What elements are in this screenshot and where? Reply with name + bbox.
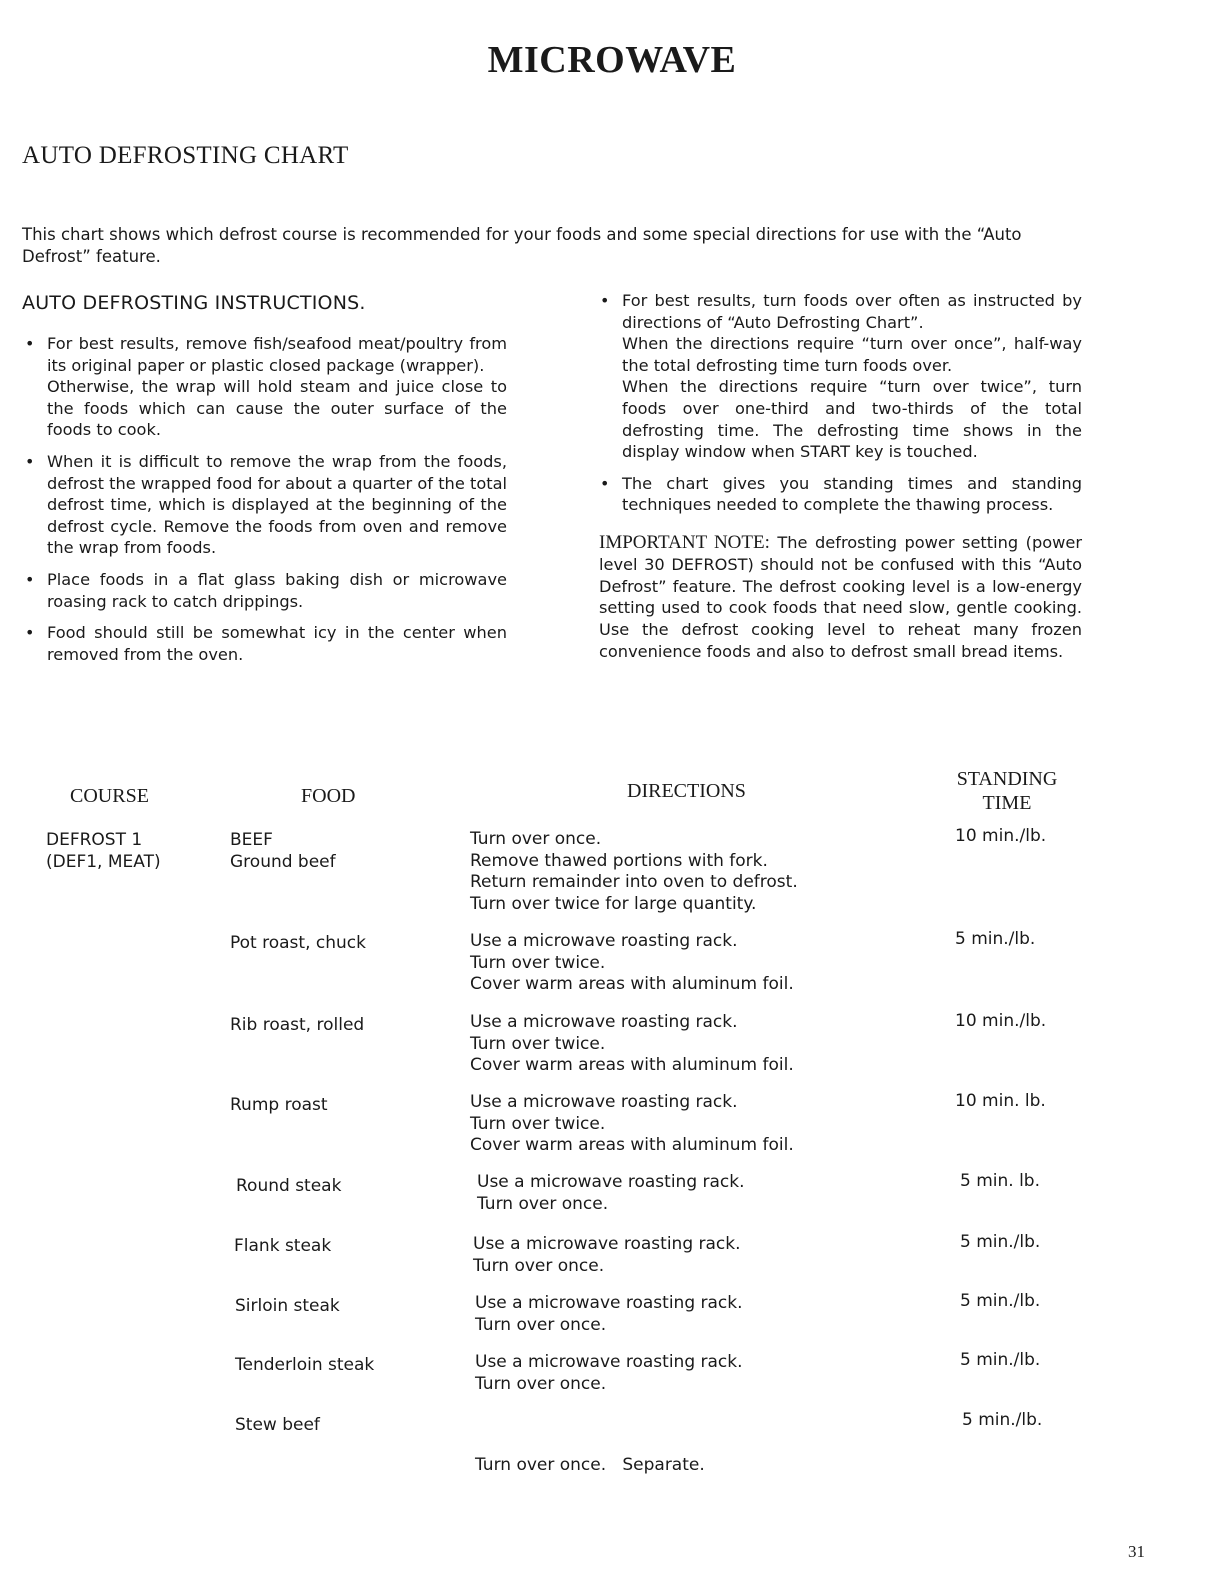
direction-line: Use a microwave roasting rack. bbox=[470, 1012, 738, 1032]
standing-time-cell: 5 min./lb. bbox=[962, 1410, 1043, 1430]
directions-cell bbox=[470, 1092, 910, 1157]
bullet-text-continued: Otherwise, the wrap will hold steam and juice close to the foods which can cause the outer surface of the foods to cook. bbox=[47, 377, 507, 440]
important-note bbox=[599, 532, 1082, 663]
bullet-text-continued: When the directions require “turn over twice”, turn foods over one-third and two-thirds of the total defrosting time. The defrosting time shows in the display window when START key is touched. bbox=[622, 377, 1082, 462]
direction-line: Turn over twice. bbox=[470, 1033, 606, 1054]
list-item bbox=[22, 569, 507, 612]
standing-time-cell: 5 min./lb. bbox=[960, 1350, 1041, 1370]
bullet-icon: • bbox=[600, 291, 610, 310]
food-name: Ground beef bbox=[230, 851, 336, 872]
list-item bbox=[597, 473, 1082, 516]
directions-cell bbox=[475, 1293, 915, 1336]
food-name: Rib roast, rolled bbox=[230, 1015, 365, 1035]
bullet-text: For best results, remove fish/seafood meat/poultry from its original paper or plastic closed package (wrapper). bbox=[47, 334, 507, 375]
page-title: MICROWAVE bbox=[487, 39, 737, 81]
column-header-directions: DIRECTIONS bbox=[627, 780, 746, 802]
directions-cell bbox=[470, 1012, 910, 1077]
bullet-icon: • bbox=[25, 334, 35, 353]
directions-cell bbox=[477, 1172, 917, 1215]
bullet-icon: • bbox=[25, 451, 35, 471]
instructions-heading: AUTO DEFROSTING INSTRUCTIONS. bbox=[22, 292, 366, 314]
standing-time-cell: 5 min./lb. bbox=[960, 1232, 1041, 1252]
food-name: Stew beef bbox=[235, 1415, 320, 1435]
direction-line: Use a microwave roasting rack. bbox=[475, 1293, 743, 1313]
standing-time-cell: 5 min./lb. bbox=[955, 929, 1036, 949]
direction-line: Use a microwave roasting rack. bbox=[470, 931, 738, 951]
course-cell bbox=[46, 830, 161, 873]
direction-line: Use a microwave roasting rack. bbox=[477, 1172, 745, 1192]
direction-line: Turn over once. Separate. bbox=[475, 1455, 705, 1475]
direction-line: Turn over once. bbox=[475, 1373, 607, 1394]
food-name: Pot roast, chuck bbox=[230, 933, 366, 953]
directions-cell bbox=[473, 1234, 913, 1277]
left-bullet-list bbox=[22, 333, 507, 675]
direction-line: Cover warm areas with aluminum foil. bbox=[470, 1135, 794, 1155]
important-note-text: The defrosting power setting (power level 30 DEFROST) should not be confused with this “Auto Defrost” feature. The defrost cooking level is a low-energy setting used to cook foods that need slow, gentle cooking. Use the defrost cooking level to reheat many frozen convenience foods and also to defrost small bread items. bbox=[599, 533, 1083, 661]
food-cell bbox=[230, 830, 336, 873]
important-note-label: IMPORTANT NOTE: bbox=[599, 532, 770, 553]
bullet-text: The chart gives you standing times and standing techniques needed to complete the thawing process. bbox=[622, 473, 1082, 515]
direction-line: Return remainder into oven to defrost. bbox=[470, 872, 798, 892]
direction-line: Turn over once. bbox=[475, 1314, 607, 1335]
intro-paragraph: This chart shows which defrost course is recommended for your foods and some special directions for use with the “Auto Defrost” feature. bbox=[22, 225, 1022, 266]
standing-time-cell: 10 min. lb. bbox=[955, 1091, 1046, 1111]
course-codes: (DEF1, MEAT) bbox=[46, 851, 161, 872]
direction-line: Turn over once. bbox=[477, 1193, 609, 1214]
bullet-icon: • bbox=[600, 473, 610, 493]
direction-line: Turn over twice. bbox=[470, 952, 606, 973]
list-item bbox=[597, 290, 1082, 463]
list-item bbox=[22, 451, 507, 559]
list-item bbox=[22, 333, 507, 441]
standing-time-cell: 5 min./lb. bbox=[960, 1291, 1041, 1311]
direction-line: Use a microwave roasting rack. bbox=[473, 1234, 741, 1254]
directions-cell bbox=[470, 829, 910, 915]
food-name: Round steak bbox=[236, 1176, 342, 1196]
direction-line: Cover warm areas with aluminum foil. bbox=[470, 974, 794, 994]
column-header-standing-line2: TIME bbox=[982, 792, 1032, 814]
course-name: DEFROST 1 bbox=[46, 830, 143, 850]
bullet-text: For best results, turn foods over often as instructed by directions of “Auto Defrosting Chart”. bbox=[622, 291, 1082, 332]
standing-time-cell: 10 min./lb. bbox=[955, 826, 1047, 846]
food-category: BEEF bbox=[230, 830, 273, 850]
column-header-course: COURSE bbox=[70, 785, 149, 807]
column-header-standing-time bbox=[945, 767, 1069, 815]
food-name: Tenderloin steak bbox=[235, 1355, 375, 1375]
directions-cell bbox=[475, 1412, 915, 1498]
standing-time-cell: 5 min. lb. bbox=[960, 1171, 1041, 1191]
chart-title: AUTO DEFROSTING CHART bbox=[22, 142, 349, 169]
list-item bbox=[22, 622, 507, 665]
food-name: Rump roast bbox=[230, 1095, 328, 1115]
direction-line: Turn over twice for large quantity. bbox=[470, 893, 757, 914]
page-number: 31 bbox=[1128, 1542, 1145, 1561]
bullet-text: When it is difficult to remove the wrap from the foods, defrost the wrapped food for about a quarter of the total defrost time, which is displayed at the beginning of the defrost cycle. Remove the foods from oven and remove the wrap from foods. bbox=[47, 451, 507, 558]
bullet-icon: • bbox=[25, 569, 35, 589]
direction-line: Use a microwave roasting rack. bbox=[475, 1352, 743, 1372]
directions-cell bbox=[470, 931, 910, 996]
bullet-text: Food should still be somewhat icy in the center when removed from the oven. bbox=[47, 623, 507, 664]
direction-line: Remove thawed portions with fork. bbox=[470, 850, 768, 871]
directions-cell bbox=[475, 1352, 915, 1395]
column-header-food: FOOD bbox=[301, 785, 356, 807]
bullet-text: Place foods in a flat glass baking dish or microwave roasing rack to catch drippings. bbox=[47, 569, 507, 611]
right-bullet-list bbox=[597, 290, 1082, 526]
direction-line: Cover warm areas with aluminum foil. bbox=[470, 1055, 794, 1075]
standing-time-cell: 10 min./lb. bbox=[955, 1011, 1047, 1031]
direction-line: Turn over once. bbox=[473, 1255, 605, 1276]
food-name: Flank steak bbox=[234, 1236, 332, 1256]
direction-line: Turn over once. bbox=[470, 829, 602, 849]
bullet-icon: • bbox=[25, 623, 35, 643]
direction-line: Turn over twice. bbox=[470, 1113, 606, 1134]
direction-line: Use a microwave roasting rack. bbox=[470, 1092, 738, 1112]
bullet-text-continued: When the directions require “turn over once”, half-way the total defrosting time turn foods over. bbox=[622, 334, 1082, 375]
column-header-standing-line1: STANDING bbox=[956, 768, 1058, 790]
food-name: Sirloin steak bbox=[235, 1296, 340, 1316]
